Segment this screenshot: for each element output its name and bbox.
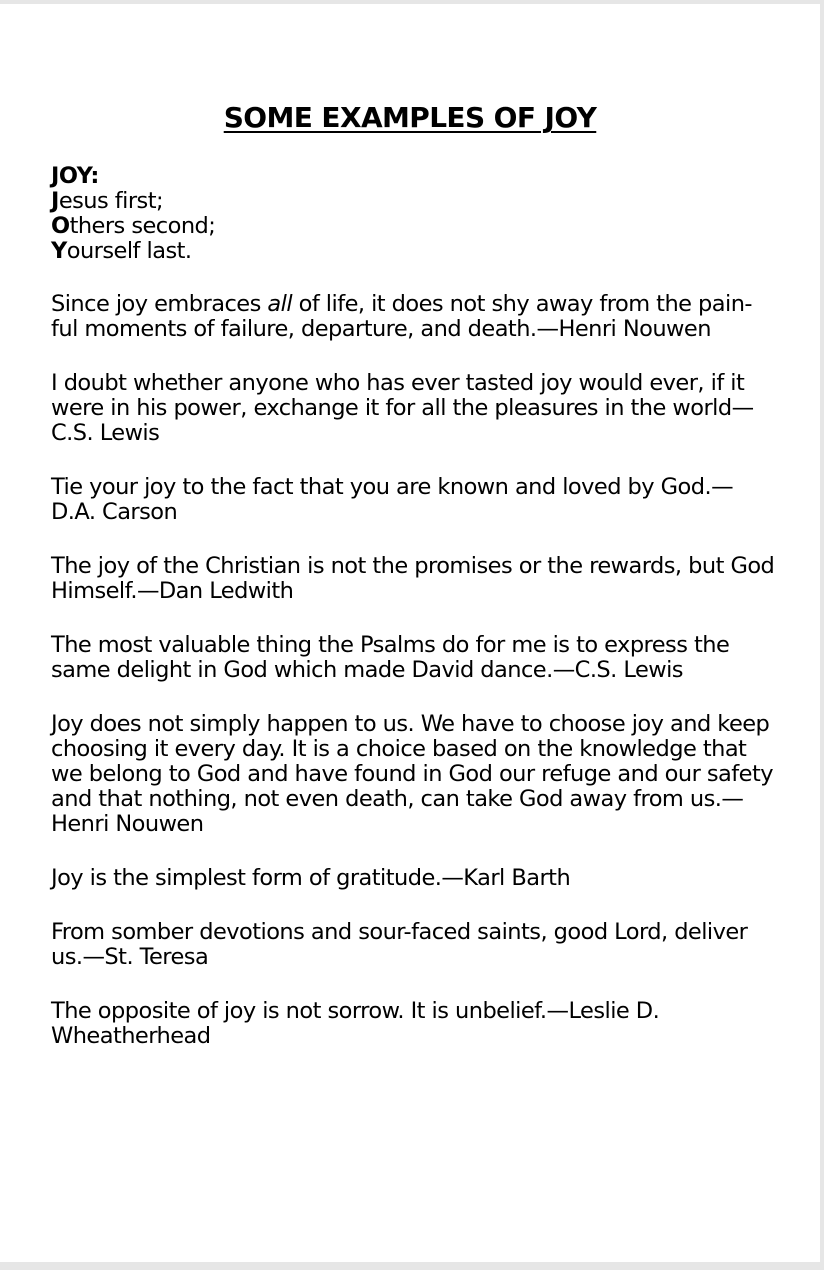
acrostic-text: thers second; (69, 213, 216, 239)
acrostic-heading: JOY: (51, 163, 99, 189)
quote-text: of life, it does not shy away from the pain-ful moments of failure, departure, and death.—Henri Nouwen (51, 291, 753, 342)
acrostic-letter: J (51, 188, 59, 214)
quote-paragraph: Tie your joy to the fact that you are known and loved by God.—D.A. Carson (51, 474, 734, 525)
quote-paragraph: Joy is the simplest form of gratitude.—Karl Barth (51, 865, 571, 891)
acrostic-line (51, 214, 776, 239)
document-page (0, 4, 820, 1262)
acrostic-letter: Y (51, 238, 67, 264)
quote-paragraph: Joy does not simply happen to us. We have to choose joy and keep choosing it every day. It is a choice based on the knowledge that we belong to God and have found in God our refuge and our safety and that nothing, not even death, can take God away from us.—Henri Nouwen (51, 711, 774, 837)
acrostic-text: esus first; (58, 188, 164, 214)
joy-acrostic (51, 164, 776, 264)
quote-text: Since joy embraces (51, 291, 268, 317)
document-body (51, 164, 776, 1078)
acrostic-letter: O (51, 213, 70, 239)
quote-paragraph: The opposite of joy is not sorrow. It is unbelief.—Leslie D. Wheatherhead (51, 998, 660, 1049)
page-title: SOME EXAMPLES OF JOY (223, 101, 597, 134)
quote-paragraph: From somber devotions and sour-faced saints, good Lord, deliver us.—St. Teresa (51, 919, 748, 970)
quote-paragraph: The joy of the Christian is not the promises or the rewards, but God Himself.—Dan Ledwith (51, 553, 775, 604)
quote-paragraph: I doubt whether anyone who has ever tasted joy would ever, if it were in his power, exchange it for all the pleasures in the world—C.S. Lewis (51, 370, 754, 446)
acrostic-line (51, 239, 776, 264)
acrostic-line (51, 189, 776, 214)
quote-paragraph: The most valuable thing the Psalms do for me is to express the same delight in God which made David dance.—C.S. Lewis (51, 632, 730, 683)
quote-paragraph (51, 292, 776, 342)
quote-emphasis: all (267, 291, 293, 317)
acrostic-text: ourself last. (66, 238, 192, 264)
